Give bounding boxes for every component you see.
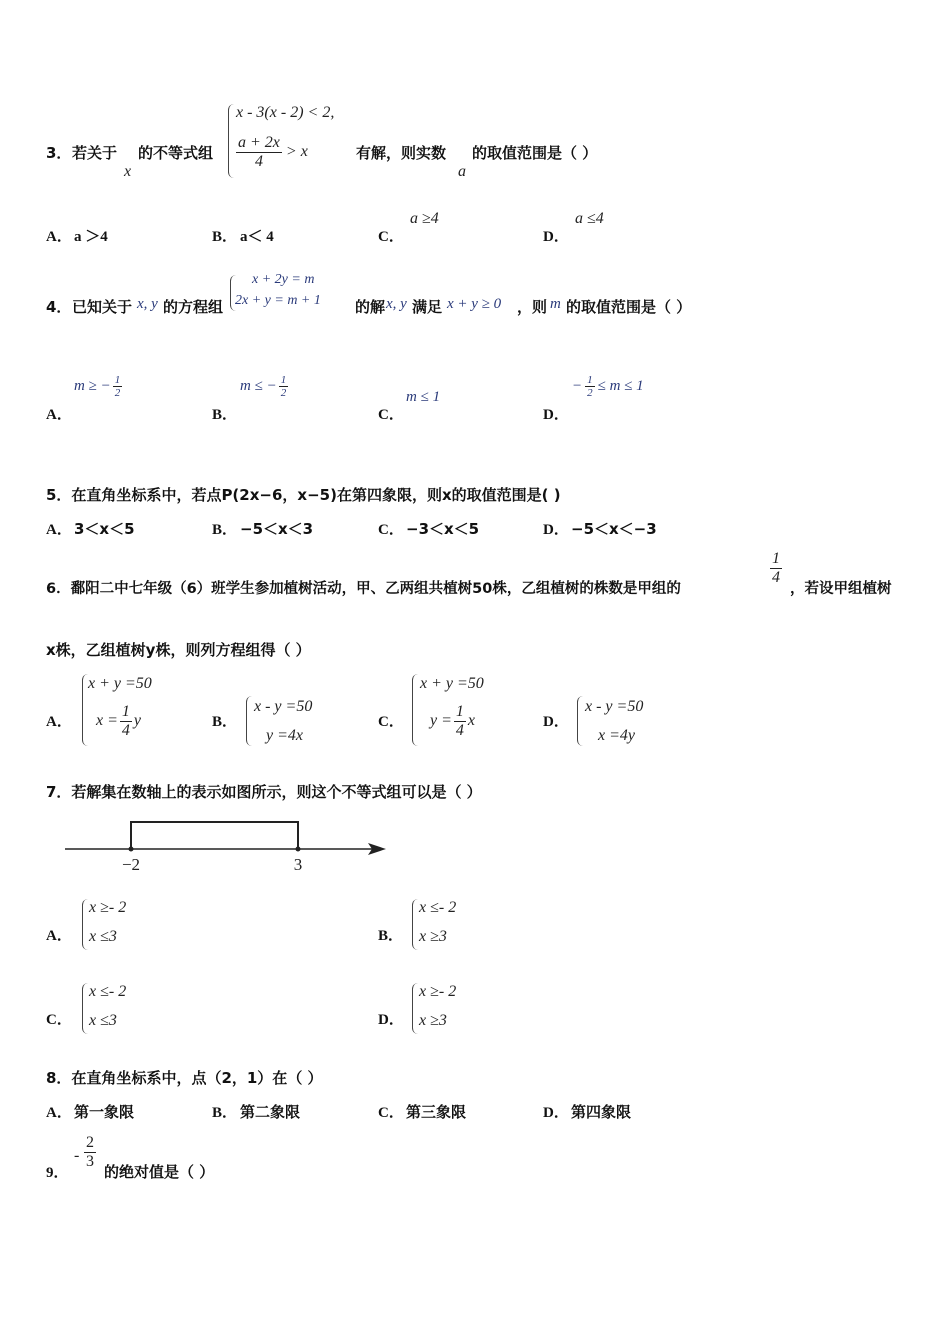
q5-option-d[interactable]: −5＜x＜−3 [571, 520, 657, 538]
q8-option-b[interactable]: 第二象限 [240, 1103, 301, 1121]
q7-option-c-label[interactable]: C． [46, 1012, 72, 1028]
q7-option-d-brace [412, 983, 418, 1034]
q6-option-d-line-1[interactable]: x - y =50 [585, 698, 644, 715]
q4-option-a-pre: m ≥ − [74, 378, 111, 395]
q4-text-4: 满足 [412, 298, 443, 316]
q4-option-d[interactable] [572, 374, 644, 399]
q4-option-d-den: 2 [587, 387, 593, 400]
q5-option-a[interactable]: 3＜x＜5 [74, 520, 135, 538]
q3-option-b-label[interactable]: B． [212, 229, 238, 245]
q4-option-b[interactable] [240, 374, 288, 399]
q4-text-1: 已知关于 [72, 298, 133, 316]
number-line-figure [60, 812, 400, 878]
q4-option-d-num: 1 [587, 374, 593, 386]
right-endpoint-dot [296, 847, 301, 852]
q3-inequality-2 [236, 134, 308, 170]
q6-frac-den: 4 [772, 568, 780, 586]
q6-option-a-line-2[interactable] [96, 703, 141, 739]
q6-option-d-line-2[interactable]: x =4y [598, 727, 635, 744]
q4-equation-2: 2x + y = m + 1 [235, 293, 321, 308]
q8-option-a-label[interactable]: A． [46, 1105, 72, 1121]
solution-set-bracket [131, 822, 298, 849]
q4-option-d-post: ≤ m ≤ 1 [597, 378, 644, 395]
q4-option-b-num: 1 [280, 374, 287, 386]
q6-option-c-fd: 4 [455, 721, 464, 739]
q6-option-a-line-1[interactable]: x + y =50 [88, 675, 152, 692]
q4-text-3: 的解 [355, 298, 386, 316]
q3-option-a-label[interactable]: A． [46, 229, 72, 245]
q6-option-c-line-1[interactable]: x + y =50 [420, 675, 484, 692]
q6-option-c-label[interactable]: C． [378, 714, 404, 730]
q7-option-b-brace [412, 899, 418, 950]
q8-option-c[interactable]: 第三象限 [406, 1103, 467, 1121]
q6-option-a-l2b: y [133, 712, 142, 730]
q4-option-b-label[interactable]: B． [212, 407, 238, 423]
q7-option-d-label[interactable]: D． [378, 1012, 404, 1028]
q7-option-a-line-1[interactable]: x ≥- 2 [89, 899, 127, 916]
q6-option-b-brace [246, 696, 253, 746]
q4-text-6: 的取值范围是（ ） [566, 298, 692, 316]
q3-var-x: x [124, 163, 132, 180]
q4-option-d-label[interactable]: D． [543, 407, 569, 423]
q3-frac-rel: > x [285, 143, 308, 161]
q4-option-b-pre: m ≤ − [240, 378, 277, 395]
q4-text-5: ，则 [517, 298, 548, 316]
q6-option-b-line-1[interactable]: x - y =50 [254, 698, 313, 715]
q6-option-a-l2a: x = [96, 712, 118, 730]
q3-option-c[interactable]: a ≥4 [410, 210, 439, 227]
q6-option-c-line-2[interactable] [430, 703, 475, 739]
q3-option-c-label[interactable]: C． [378, 229, 404, 245]
q4-option-a-label[interactable]: A． [46, 407, 72, 423]
q6-option-c-fn: 1 [455, 703, 464, 720]
q6-option-d-label[interactable]: D． [543, 714, 569, 730]
q4-option-a[interactable] [74, 374, 122, 399]
q6-fraction [770, 550, 782, 586]
q4-option-a-den: 2 [114, 387, 121, 400]
q9-number: 9． [46, 1165, 69, 1181]
q3-text-1: 若关于 [72, 144, 118, 162]
q8-option-c-label[interactable]: C． [378, 1105, 404, 1121]
q8-option-d[interactable]: 第四象限 [571, 1103, 632, 1121]
q3-option-d[interactable]: a ≤4 [575, 210, 604, 227]
q6-option-c-l2a: y = [430, 712, 452, 730]
q3-text-3: 有解，则实数 [356, 144, 447, 162]
q4-var-m: m [550, 296, 561, 312]
q5-option-a-label[interactable]: A． [46, 522, 72, 538]
q6-option-a-fd: 4 [121, 721, 130, 739]
q5-option-b-label[interactable]: B． [212, 522, 238, 538]
q6-text-2: ，若设甲组植树 [790, 581, 892, 597]
q6-option-c-l2b: x [467, 712, 476, 730]
q6-option-a-fn: 1 [121, 703, 130, 720]
q6-text-1: 6．鄱阳二中七年级（6）班学生参加植树活动，甲、乙两组共植树50株，乙组植树的株数是甲组的 [46, 581, 681, 597]
q4-option-c[interactable]: m ≤ 1 [406, 389, 441, 405]
q8-option-d-label[interactable]: D． [543, 1105, 569, 1121]
q7-option-c-brace [82, 983, 88, 1034]
q6-option-c-brace [412, 674, 419, 746]
q9-frac-den: 3 [86, 1152, 94, 1170]
q9-negative-sign: - [74, 1147, 80, 1164]
q3-option-a[interactable]: a ＞4 [74, 229, 108, 245]
q3-inequality-1: x - 3(x - 2) < 2, [236, 104, 335, 121]
q5-option-c-label[interactable]: C． [378, 522, 404, 538]
q4-vars-2: x, y [386, 296, 407, 312]
q3-var-a: a [458, 163, 466, 180]
q5-option-d-label[interactable]: D． [543, 522, 569, 538]
q3-text-2: 的不等式组 [138, 144, 214, 162]
q3-frac-num: a + 2x [238, 134, 280, 151]
q7-option-d-line-1[interactable]: x ≥- 2 [419, 983, 457, 1000]
q8-option-a[interactable]: 第一象限 [74, 1103, 135, 1121]
q6-option-b-line-2[interactable]: y =4x [266, 727, 303, 744]
q9-text: 的绝对值是（ ） [104, 1163, 215, 1181]
q7-option-a-brace [82, 899, 88, 950]
q3-number: 3． [46, 144, 72, 162]
q7-option-a-label[interactable]: A． [46, 928, 72, 944]
left-endpoint-dot [129, 847, 134, 852]
q9-frac-num: 2 [86, 1134, 94, 1151]
q5-text: 5．在直角坐标系中，若点P(2x−6，x−5)在第四象限，则x的取值范围是( ) [46, 486, 561, 504]
tick-label-left: −2 [121, 855, 141, 874]
q4-option-c-label[interactable]: C． [378, 407, 404, 423]
q7-option-b-line-1[interactable]: x ≤- 2 [419, 899, 457, 916]
q5-option-b[interactable]: −5＜x＜3 [240, 520, 314, 538]
q4-option-a-num: 1 [114, 374, 121, 386]
q3-frac-den: 4 [254, 152, 263, 170]
q4-text-2: 的方程组 [163, 298, 224, 316]
q6-option-a-label[interactable]: A． [46, 714, 72, 730]
q7-option-b-line-2[interactable]: x ≥3 [419, 928, 447, 945]
q7-option-a-line-2[interactable]: x ≤3 [89, 928, 117, 945]
q8-text: 8．在直角坐标系中，点（2，1）在（ ） [46, 1069, 323, 1087]
q7-option-c-line-2[interactable]: x ≤3 [89, 1012, 117, 1029]
q5-option-c[interactable]: −3＜x＜5 [406, 520, 480, 538]
q4-option-b-den: 2 [280, 387, 287, 400]
q3-option-d-label[interactable]: D． [543, 229, 569, 245]
q7-option-d-line-2[interactable]: x ≥3 [419, 1012, 447, 1029]
q3-option-b[interactable]: a＜ 4 [240, 229, 274, 245]
q6-option-b-label[interactable]: B． [212, 714, 238, 730]
q7-option-c-line-1[interactable]: x ≤- 2 [89, 983, 127, 1000]
q4-option-d-pre: − [572, 378, 583, 395]
q4-vars: x, y [137, 296, 158, 312]
q4-number: 4． [46, 298, 72, 316]
q8-option-b-label[interactable]: B． [212, 1105, 238, 1121]
q6-text-line-2: x株，乙组植树y株，则列方程组得（ ） [46, 641, 311, 659]
q7-text: 7．若解集在数轴上的表示如图所示，则这个不等式组可以是（ ） [46, 783, 482, 801]
tick-label-right: 3 [293, 855, 303, 874]
q4-equation-1: x + 2y = m [252, 272, 315, 287]
q7-option-b-label[interactable]: B． [378, 928, 404, 944]
q6-frac-num: 1 [772, 550, 780, 567]
q6-option-d-brace [577, 696, 584, 746]
q3-text-4: 的取值范围是（ ） [472, 144, 598, 162]
q3-system-brace [228, 104, 235, 178]
q9-fraction [84, 1134, 96, 1170]
q4-condition: x + y ≥ 0 [447, 296, 502, 312]
